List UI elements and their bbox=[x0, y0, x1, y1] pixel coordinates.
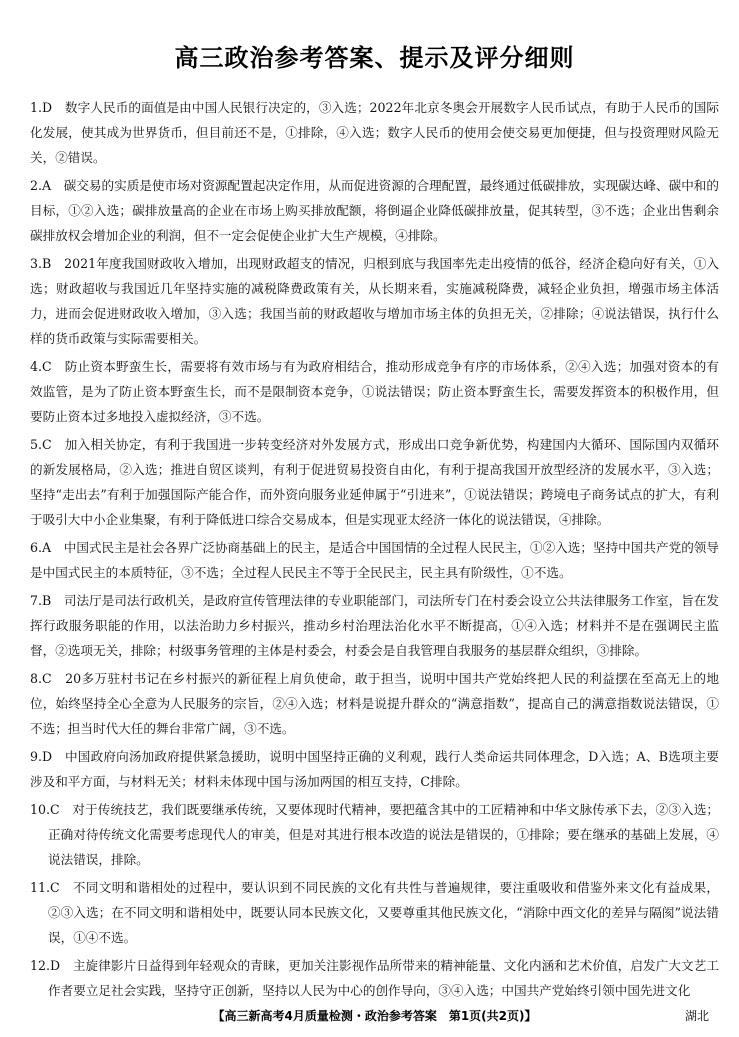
answer-text: 12.D 主旋律影片日益得到年轻观众的青睐，更加关注影视作品所带来的精神能量、文化内涵和艺术价值，启发广大文艺工作者要立足社会实践，坚持守正创新，坚持以人民为中心的创作导向，③④入选；中国共产党始终引领中国先进文化 bbox=[30, 958, 719, 998]
answer-text: 9.D 中国政府向汤加政府提供紧急援助，说明中国坚持正确的义利观，践行人类命运共同体理念，D入选；A、B选项主要涉及和平方面，与材料无关；材料未体现中国与汤加两国的相互支持，C排除。 bbox=[30, 749, 719, 789]
answer-text: 2.A 碳交易的实质是使市场对资源配置起决定作用，从而促进资源的合理配置，最终通过低碳排放，实现碳达峰、碳中和的目标，①②入选；碳排放量高的企业在市场上购买排放配额，将倒逼企业降低碳排放量，促其转型，③不选；企业出售剩余碳排放权会增加企业的利润，但不一定会促使企业扩大生产规模，④排除。 bbox=[30, 178, 719, 243]
answer-item bbox=[30, 953, 719, 1003]
answer-item bbox=[30, 354, 719, 429]
answer-item bbox=[30, 744, 719, 794]
answer-text: 10.C 对于传统技艺，我们既要继承传统，又要体现时代精神，要把蕴含其中的工匠精神和中华文脉传承下去，②③入选；正确对待传统文化需要考虑现代人的审美，但是对其进行根本改造的说法是错误的，①排除；要在继承的基础上发展，④说法错误，排除。 bbox=[30, 802, 719, 867]
answer-text: 1.D 数字人民币的面值是由中国人民银行决定的，③入选；2022年北京冬奥会开展数字人民币试点，有助于人民币的国际化发展，使其成为世界货币，但目前还不是，①排除，④入选；数字人民币的使用会使交易更加便捷，但与投资理财风险无关，②错误。 bbox=[30, 100, 719, 165]
answer-text: 8.C 20多万驻村书记在乡村振兴的新征程上肩负使命，敢于担当，说明中国共产党始终把人民的利益摆在至高无上的地位，始终坚持全心全意为人民服务的宗旨，②④入选；材料是说提升群众的“满意指数”，提高自己的满意指数说法错误，①不选；担当时代大任的舞台非常广阔，③不选。 bbox=[30, 671, 719, 736]
answer-text: 7.B 司法厅是司法行政机关，是政府宣传管理法律的专业职能部门，司法所专门在村委会设立公共法律服务工作室，旨在发挥行政服务职能的作用，以法治助力乡村振兴，推动乡村治理法治化水平不断提高，①④入选；材料并不是在强调民主监督，②选项无关，排除；村级事务管理的主体是村委会，村委会是自我管理自我服务的基层群众组织，③排除。 bbox=[30, 593, 719, 658]
footer-region: 湖北 bbox=[684, 1009, 709, 1023]
footer-page-info: 【高三新高考4月质量检测・政治参考答案 第1页(共2页)】 bbox=[212, 1009, 537, 1023]
answer-item bbox=[30, 875, 719, 950]
answer-item bbox=[30, 797, 719, 872]
answer-item bbox=[30, 251, 719, 351]
answer-text: 4.C 防止资本野蛮生长，需要将有效市场与有为政府相结合，推动形成竞争有序的市场体系，②④入选；加强对资本的有效监管，是为了防止资本野蛮生长，而不是限制资本竞争，①说法错误；防止资本野蛮生长，需要发挥资本的积极作用，但要防止资本过多地投入虚拟经济，③不选。 bbox=[30, 359, 719, 424]
answer-item bbox=[30, 588, 719, 663]
page-title: 高三政治参考答案、提示及评分细则 bbox=[174, 44, 575, 72]
answer-item bbox=[30, 535, 719, 585]
answer-text: 11.C 不同文明和谐相处的过程中，要认识到不同民族的文化有共性与普遍规律，要注重吸收和借鉴外来文化有益成果，②③入选；在不同文明和谐相处中，既要认同本民族文化，又要尊重其他民族文化，“消除中西文化的差异与隔阂”说法错误，①④不选。 bbox=[30, 880, 719, 945]
answer-item bbox=[30, 95, 719, 170]
answer-item bbox=[30, 432, 719, 532]
page-footer bbox=[30, 1007, 719, 1029]
answer-list bbox=[30, 95, 719, 1003]
answer-text: 6.A 中国式民主是社会各界广泛协商基础上的民主，是适合中国国情的全过程人民民主，①②入选；坚持中国共产党的领导是中国式民主的本质特征，③不选；全过程人民民主不等于全民民主，民主具有阶级性，①不选。 bbox=[30, 540, 719, 580]
answer-text: 5.C 加入相关协定，有利于我国进一步转变经济对外发展方式，形成出口竞争新优势，构建国内大循环、国际国内双循环的新发展格局，②入选；推进自贸区谈判，有利于促进贸易投资自由化，有利于提高我国开放型经济的发展水平，③入选；坚持“走出去”有利于加强国际产能合作，而外资向服务业延伸属于“引进来”，①说法错误；跨境电子商务试点的扩大，有利于吸引大中小企业集聚，有利于降低进口综合交易成本，但是实现亚太经济一体化的说法错误，④排除。 bbox=[30, 437, 719, 527]
answer-text: 3.B 2021年度我国财政收入增加，出现财政超支的情况，归根到底与我国率先走出疫情的低谷，经济企稳向好有关，①入选；财政超收与我国近几年坚持实施的减税降费政策有关，从长期来看，实施减税降费，减轻企业负担，增强市场主体活力，进而会促进财政收入增加，③入选；我国当前的财政超收与增加市场主体的负担无关，②排除；④说法错误，执行什么样的货币政策与实际需要相关。 bbox=[30, 256, 719, 346]
answer-item bbox=[30, 173, 719, 248]
answer-item bbox=[30, 666, 719, 741]
